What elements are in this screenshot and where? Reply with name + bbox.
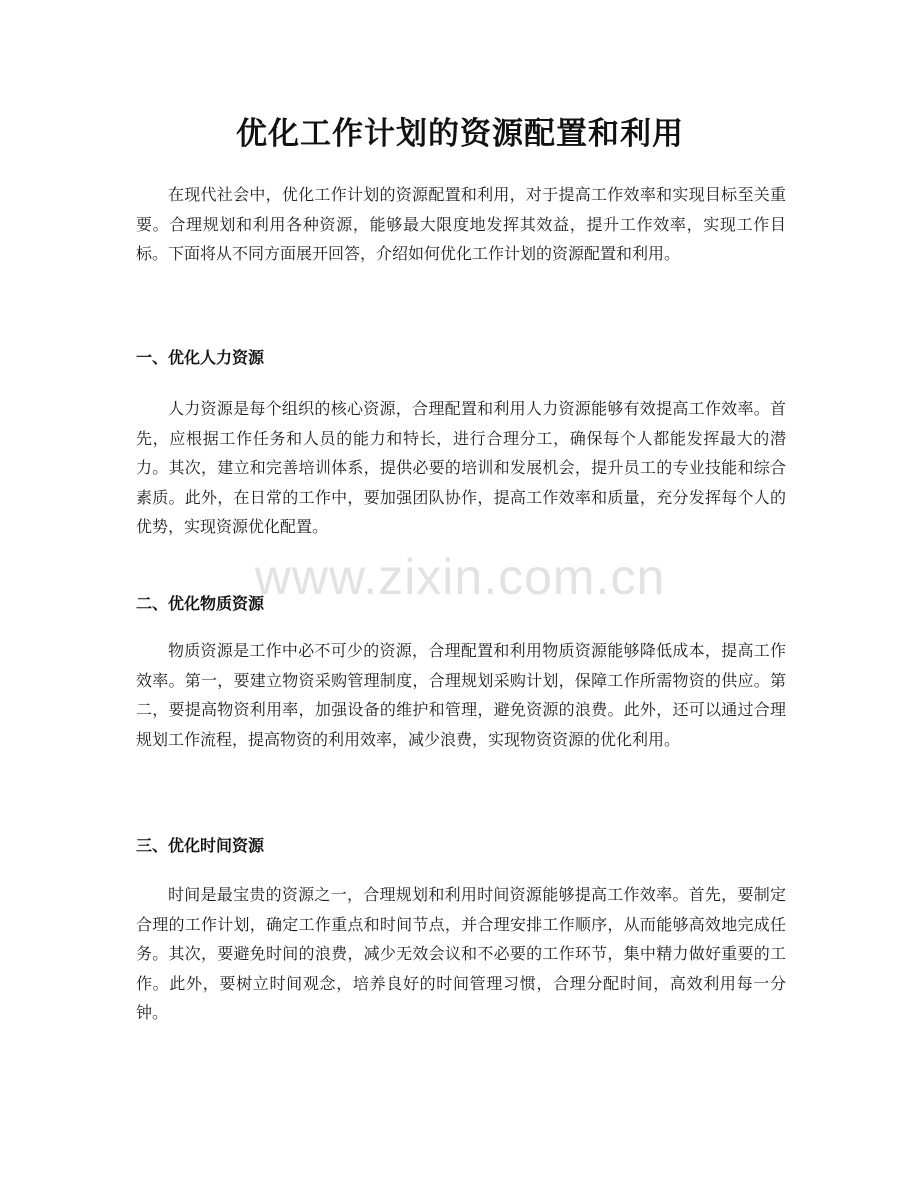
section-heading-human-resources: 一、优化人力资源 [136,348,265,367]
section-body-time-resources: 时间是最宝贵的资源之一，合理规划和利用时间资源能够提高工作效率。首先，要制定合理的工作计划，确定工作重点和时间节点，并合理安排工作顺序，从而能够高效地完成任务。其次，要避免时间的浪费，减少无效会议和不必要的工作环节，集中精力做好重要的工作。此外，要树立时间观念，培养良好的时间管理习惯，合理分配时间，高效利用每一分钟。 [136,885,786,1022]
section-heading-material-resources: 二、优化物质资源 [136,594,265,613]
document-title: 优化工作计划的资源配置和利用 [236,116,684,152]
section-body-human-resources: 人力资源是每个组织的核心资源，合理配置和利用人力资源能够有效提高工作效率。首先，应根据工作任务和人员的能力和特长，进行合理分工，确保每个人都能发挥最大的潜力。其次，建立和完善培训体系，提供必要的培训和发展机会，提升员工的专业技能和综合素质。此外，在日常的工作中，要加强团队协作，提高工作效率和质量，充分发挥每个人的优势，实现资源优化配置。 [136,399,786,536]
watermark: www.zixin.com.cn [254,549,666,605]
section-body-material-resources: 物质资源是工作中必不可少的资源，合理配置和利用物质资源能够降低成本，提高工作效率。第一，要建立物资采购管理制度，合理规划采购计划，保障工作所需物资的供应。第二，要提高物资利用率，加强设备的维护和管理，避免资源的浪费。此外，还可以通过合理规划工作流程，提高物资的利用效率，减少浪费，实现物资资源的优化利用。 [136,641,786,749]
intro-paragraph: 在现代社会中，优化工作计划的资源配置和利用，对于提高工作效率和实现目标至关重要。合理规划和利用各种资源，能够最大限度地发挥其效益，提升工作效率，实现工作目标。下面将从不同方面展开回答，介绍如何优化工作计划的资源配置和利用。 [136,185,786,263]
section-heading-time-resources: 三、优化时间资源 [136,836,265,855]
